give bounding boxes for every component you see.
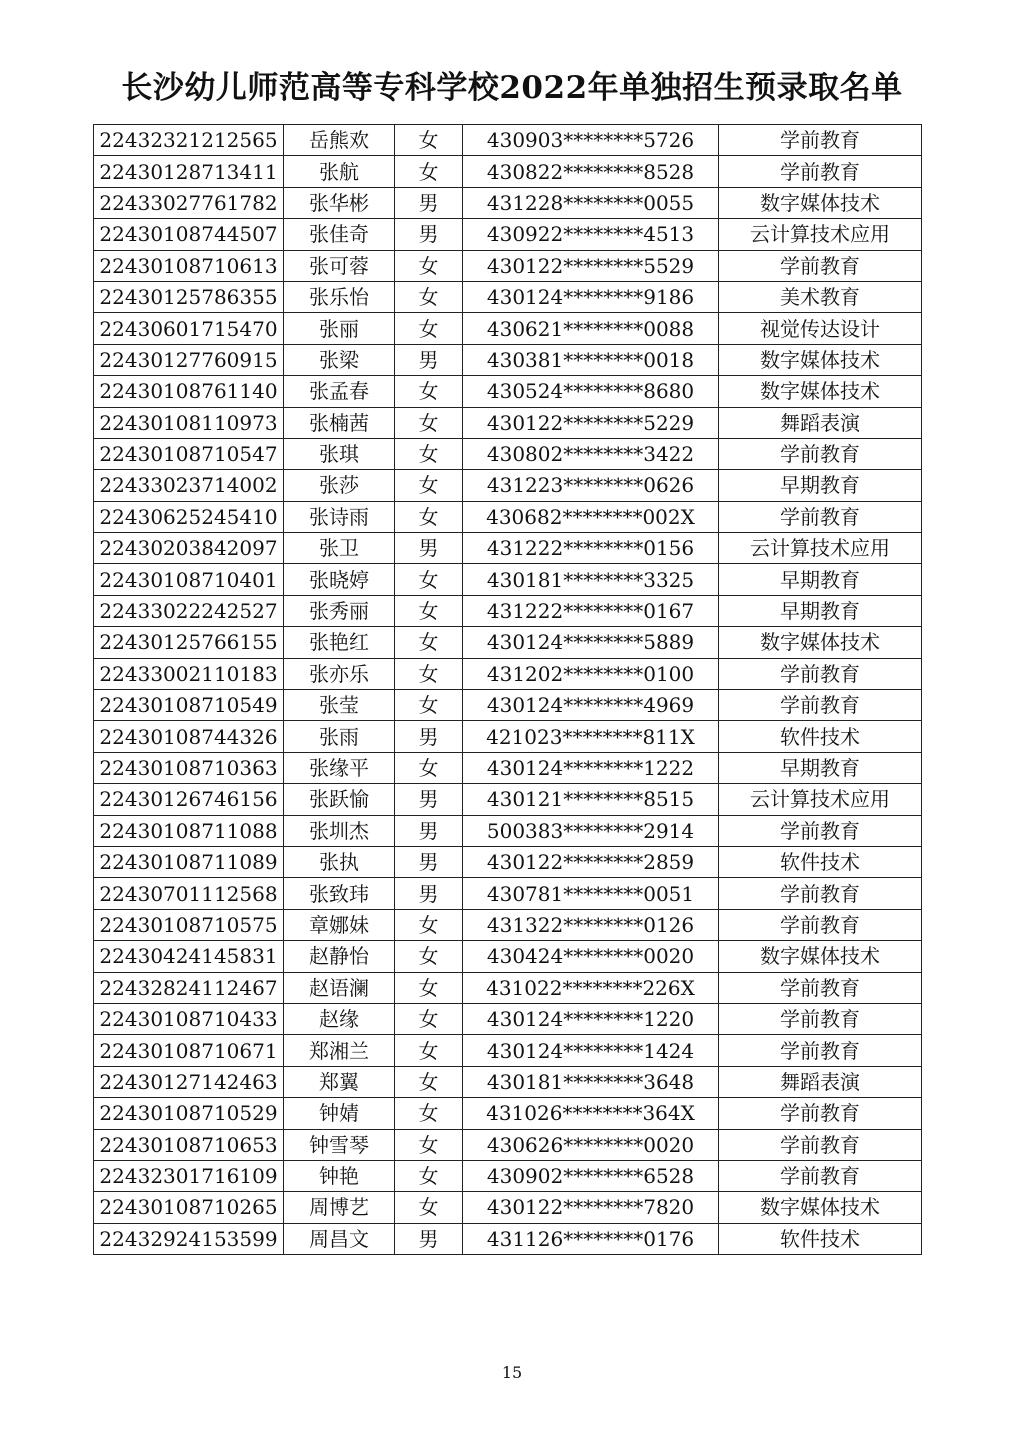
student-name-cell: 钟艳 [284,1160,395,1191]
exam-number-cell: 22430127142463 [94,1066,284,1097]
table-row [94,752,922,783]
exam-number-cell: 22430108710671 [94,1035,284,1066]
id-card-cell: 430682********002X [463,501,719,532]
gender-cell: 女 [395,595,463,626]
id-card-cell: 430524********8680 [463,376,719,407]
major-cell: 学前教育 [719,972,922,1003]
gender-cell: 男 [395,815,463,846]
student-name-cell: 张亦乐 [284,658,395,689]
major-cell: 软件技术 [719,846,922,877]
student-name-cell: 张秀丽 [284,595,395,626]
student-name-cell: 岳熊欢 [284,125,395,156]
table-row [94,125,922,156]
id-card-cell: 430122********2859 [463,846,719,877]
table-row [94,846,922,877]
table-row [94,721,922,752]
table-row [94,1129,922,1160]
gender-cell: 男 [395,187,463,218]
gender-cell: 女 [395,407,463,438]
gender-cell: 女 [395,376,463,407]
id-card-cell: 430424********0020 [463,941,719,972]
table-row [94,533,922,564]
exam-number-cell: 22430108710363 [94,752,284,783]
gender-cell: 女 [395,281,463,312]
id-card-cell: 430124********5889 [463,627,719,658]
table-row [94,1192,922,1223]
id-card-cell: 430781********0051 [463,878,719,909]
student-name-cell: 张孟春 [284,376,395,407]
exam-number-cell: 22430108711088 [94,815,284,846]
student-name-cell: 张雨 [284,721,395,752]
page-number: 15 [501,1363,523,1382]
id-card-cell: 430903********5726 [463,125,719,156]
table-row [94,878,922,909]
table-row [94,595,922,626]
major-cell: 学前教育 [719,909,922,940]
table-row [94,1035,922,1066]
exam-number-cell: 22433023714002 [94,470,284,501]
major-cell: 学前教育 [719,815,922,846]
student-name-cell: 张佳奇 [284,219,395,250]
table-row [94,1160,922,1191]
major-cell: 学前教育 [719,250,922,281]
id-card-cell: 430621********0088 [463,313,719,344]
exam-number-cell: 22430108710433 [94,1003,284,1034]
id-card-cell: 431222********0156 [463,533,719,564]
id-card-cell: 430122********7820 [463,1192,719,1223]
gender-cell: 男 [395,1223,463,1254]
gender-cell: 女 [395,658,463,689]
gender-cell: 女 [395,941,463,972]
major-cell: 软件技术 [719,721,922,752]
table-row [94,376,922,407]
id-card-cell: 430626********0020 [463,1129,719,1160]
gender-cell: 女 [395,564,463,595]
student-name-cell: 张琪 [284,438,395,469]
student-name-cell: 张梁 [284,344,395,375]
id-card-cell: 430122********5229 [463,407,719,438]
gender-cell: 女 [395,1129,463,1160]
major-cell: 学前教育 [719,878,922,909]
id-card-cell: 431202********0100 [463,658,719,689]
major-cell: 早期教育 [719,564,922,595]
document-title: 长沙幼儿师范高等专科学校2022年单独招生预录取名单 [121,70,903,106]
major-cell: 软件技术 [719,1223,922,1254]
student-name-cell: 周昌文 [284,1223,395,1254]
major-cell: 云计算技术应用 [719,784,922,815]
exam-number-cell: 22432824112467 [94,972,284,1003]
exam-number-cell: 22430108710401 [94,564,284,595]
major-cell: 学前教育 [719,1003,922,1034]
exam-number-cell: 22430108744326 [94,721,284,752]
exam-number-cell: 22430108710613 [94,250,284,281]
table-row [94,156,922,187]
table-row [94,501,922,532]
gender-cell: 女 [395,156,463,187]
exam-number-cell: 22430125766155 [94,627,284,658]
major-cell: 数字媒体技术 [719,627,922,658]
major-cell: 早期教育 [719,470,922,501]
gender-cell: 男 [395,219,463,250]
exam-number-cell: 22433002110183 [94,658,284,689]
gender-cell: 女 [395,1066,463,1097]
exam-number-cell: 22432321212565 [94,125,284,156]
student-name-cell: 章娜妹 [284,909,395,940]
exam-number-cell: 22430108710529 [94,1098,284,1129]
gender-cell: 女 [395,438,463,469]
table-row [94,344,922,375]
major-cell: 数字媒体技术 [719,1192,922,1223]
id-card-cell: 430121********8515 [463,784,719,815]
id-card-cell: 500383********2914 [463,815,719,846]
student-name-cell: 郑翼 [284,1066,395,1097]
major-cell: 数字媒体技术 [719,344,922,375]
student-name-cell: 钟雪琴 [284,1129,395,1160]
id-card-cell: 430124********9186 [463,281,719,312]
student-name-cell: 张莎 [284,470,395,501]
gender-cell: 女 [395,972,463,1003]
gender-cell: 女 [395,1098,463,1129]
student-name-cell: 张乐怡 [284,281,395,312]
exam-number-cell: 22433022242527 [94,595,284,626]
gender-cell: 女 [395,125,463,156]
table-row [94,1066,922,1097]
major-cell: 数字媒体技术 [719,187,922,218]
major-cell: 学前教育 [719,438,922,469]
id-card-cell: 430802********3422 [463,438,719,469]
major-cell: 视觉传达设计 [719,313,922,344]
exam-number-cell: 22430128713411 [94,156,284,187]
gender-cell: 女 [395,627,463,658]
major-cell: 云计算技术应用 [719,533,922,564]
exam-number-cell: 22432301716109 [94,1160,284,1191]
gender-cell: 女 [395,470,463,501]
exam-number-cell: 22430108710549 [94,690,284,721]
id-card-cell: 430902********6528 [463,1160,719,1191]
major-cell: 云计算技术应用 [719,219,922,250]
gender-cell: 女 [395,250,463,281]
id-card-cell: 430122********5529 [463,250,719,281]
exam-number-cell: 22430108761140 [94,376,284,407]
table-row [94,564,922,595]
table-row [94,784,922,815]
exam-number-cell: 22430108744507 [94,219,284,250]
student-name-cell: 郑湘兰 [284,1035,395,1066]
gender-cell: 女 [395,690,463,721]
gender-cell: 女 [395,313,463,344]
student-name-cell: 张致玮 [284,878,395,909]
major-cell: 数字媒体技术 [719,376,922,407]
student-name-cell: 张圳杰 [284,815,395,846]
id-card-cell: 430124********1424 [463,1035,719,1066]
exam-number-cell: 22432924153599 [94,1223,284,1254]
exam-number-cell: 22430108710575 [94,909,284,940]
id-card-cell: 431022********226X [463,972,719,1003]
major-cell: 美术教育 [719,281,922,312]
table-row [94,690,922,721]
major-cell: 学前教育 [719,501,922,532]
student-name-cell: 张晓婷 [284,564,395,595]
id-card-cell: 431222********0167 [463,595,719,626]
id-card-cell: 430922********4513 [463,219,719,250]
table-row [94,438,922,469]
id-card-cell: 430181********3648 [463,1066,719,1097]
exam-number-cell: 22433027761782 [94,187,284,218]
table-row [94,470,922,501]
major-cell: 舞蹈表演 [719,1066,922,1097]
student-name-cell: 张卫 [284,533,395,564]
student-name-cell: 钟婧 [284,1098,395,1129]
exam-number-cell: 22430108710265 [94,1192,284,1223]
table-row [94,281,922,312]
exam-number-cell: 22430424145831 [94,941,284,972]
major-cell: 学前教育 [719,690,922,721]
admission-list-table [93,124,922,1255]
student-name-cell: 张跃愉 [284,784,395,815]
table-row [94,250,922,281]
exam-number-cell: 22430125786355 [94,281,284,312]
table-row [94,1098,922,1129]
exam-number-cell: 22430601715470 [94,313,284,344]
major-cell: 学前教育 [719,156,922,187]
student-name-cell: 赵缘 [284,1003,395,1034]
student-name-cell: 赵语澜 [284,972,395,1003]
admission-list-body [94,125,922,1255]
student-name-cell: 张丽 [284,313,395,344]
student-name-cell: 周博艺 [284,1192,395,1223]
student-name-cell: 张莹 [284,690,395,721]
table-row [94,972,922,1003]
id-card-cell: 430822********8528 [463,156,719,187]
major-cell: 学前教育 [719,1098,922,1129]
id-card-cell: 430181********3325 [463,564,719,595]
table-row [94,407,922,438]
major-cell: 早期教育 [719,595,922,626]
table-row [94,219,922,250]
major-cell: 学前教育 [719,125,922,156]
student-name-cell: 张华彬 [284,187,395,218]
gender-cell: 男 [395,344,463,375]
student-name-cell: 张执 [284,846,395,877]
table-row [94,658,922,689]
gender-cell: 男 [395,533,463,564]
exam-number-cell: 22430701112568 [94,878,284,909]
student-name-cell: 赵静怡 [284,941,395,972]
major-cell: 数字媒体技术 [719,941,922,972]
gender-cell: 男 [395,846,463,877]
table-row [94,627,922,658]
gender-cell: 女 [395,501,463,532]
id-card-cell: 431126********0176 [463,1223,719,1254]
student-name-cell: 张缘平 [284,752,395,783]
gender-cell: 女 [395,909,463,940]
gender-cell: 女 [395,1003,463,1034]
id-card-cell: 431322********0126 [463,909,719,940]
student-name-cell: 张楠茜 [284,407,395,438]
id-card-cell: 421023********811X [463,721,719,752]
major-cell: 学前教育 [719,1129,922,1160]
student-name-cell: 张艳红 [284,627,395,658]
major-cell: 学前教育 [719,1035,922,1066]
exam-number-cell: 22430108710653 [94,1129,284,1160]
exam-number-cell: 22430108710547 [94,438,284,469]
student-name-cell: 张航 [284,156,395,187]
major-cell: 早期教育 [719,752,922,783]
exam-number-cell: 22430625245410 [94,501,284,532]
major-cell: 学前教育 [719,1160,922,1191]
gender-cell: 女 [395,1160,463,1191]
exam-number-cell: 22430108711089 [94,846,284,877]
exam-number-cell: 22430127760915 [94,344,284,375]
table-row [94,1003,922,1034]
table-row [94,909,922,940]
student-name-cell: 张诗雨 [284,501,395,532]
major-cell: 舞蹈表演 [719,407,922,438]
id-card-cell: 431026********364X [463,1098,719,1129]
id-card-cell: 430124********1222 [463,752,719,783]
gender-cell: 女 [395,1035,463,1066]
gender-cell: 男 [395,878,463,909]
id-card-cell: 431223********0626 [463,470,719,501]
id-card-cell: 430124********4969 [463,690,719,721]
gender-cell: 男 [395,721,463,752]
exam-number-cell: 22430126746156 [94,784,284,815]
exam-number-cell: 22430203842097 [94,533,284,564]
table-row [94,941,922,972]
major-cell: 学前教育 [719,658,922,689]
id-card-cell: 430381********0018 [463,344,719,375]
table-row [94,187,922,218]
table-row [94,815,922,846]
id-card-cell: 431228********0055 [463,187,719,218]
student-name-cell: 张可蓉 [284,250,395,281]
id-card-cell: 430124********1220 [463,1003,719,1034]
gender-cell: 男 [395,784,463,815]
table-row [94,313,922,344]
gender-cell: 女 [395,752,463,783]
exam-number-cell: 22430108110973 [94,407,284,438]
table-row [94,1223,922,1254]
gender-cell: 女 [395,1192,463,1223]
